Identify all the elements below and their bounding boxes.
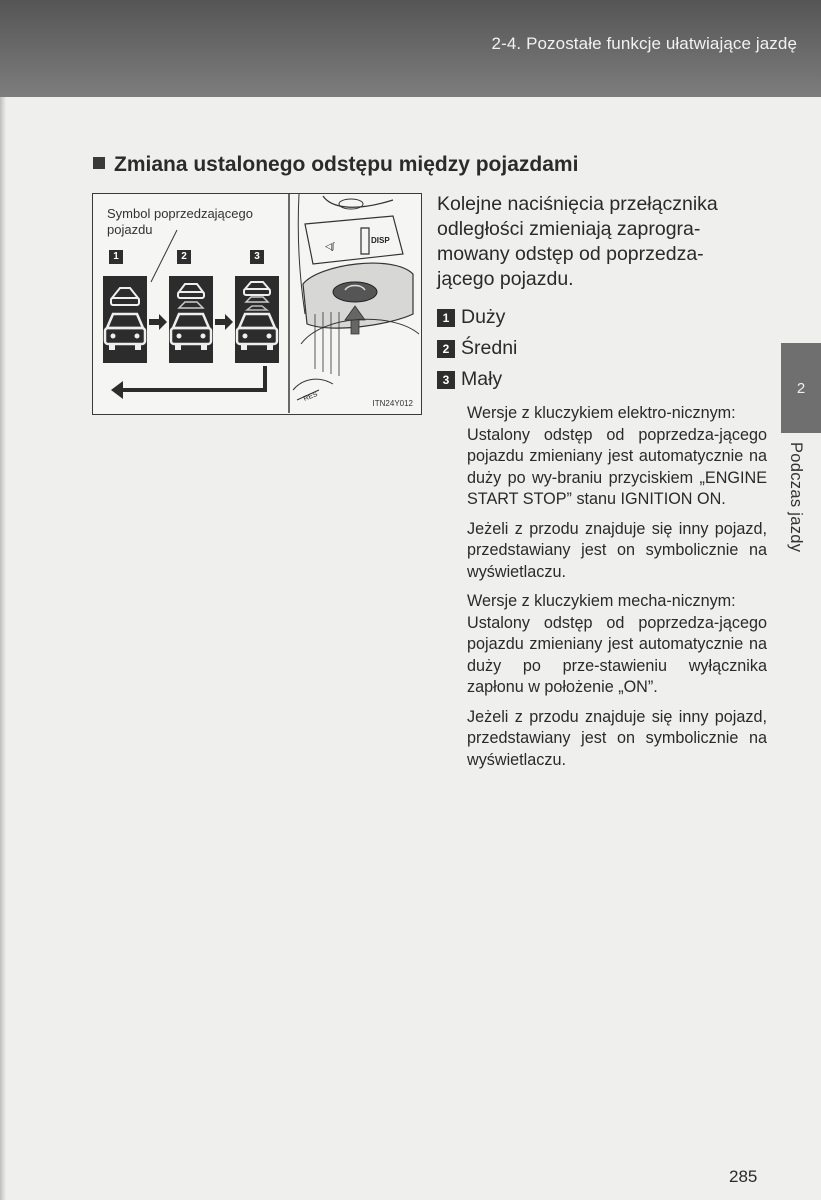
option-large — [437, 306, 505, 329]
intro-line: jącego pojazdu. — [437, 268, 574, 290]
chapter-tab — [781, 343, 821, 433]
note-mechanical-key-text: Ustalony odstęp od poprzedza-jącego pojazdu zmieniany jest automatycznie na duży po prze-stawieniu wyłącznika zapłonu w położenie „ON”. — [467, 613, 767, 696]
option-medium — [437, 337, 517, 360]
option-label: Duży — [461, 306, 506, 328]
intro-line: Kolejne naciśnięcia przełącznika — [437, 193, 718, 215]
note-vehicle-ahead-1: Jeżeli z przodu znajduje się inny pojazd, przedstawiany jest on symbolicznie na wyświetlaczu. — [467, 519, 767, 581]
res-switch-label: RES — [302, 390, 319, 403]
heading-square-icon — [93, 157, 105, 169]
option-small — [437, 368, 502, 391]
figure-illustration — [93, 194, 420, 413]
figure-callout-line-1: Symbol poprzedzającego — [107, 206, 253, 221]
option-number: 1 — [437, 309, 455, 327]
section-heading-text: Zmiana ustalonego odstępu między pojazdami — [114, 153, 579, 176]
chapter-side-label: Podczas jazdy — [787, 442, 805, 553]
intro-paragraph — [437, 192, 767, 292]
figure-number-2: 2 — [177, 250, 191, 264]
distance-switch-figure — [92, 193, 422, 415]
arrow-right-icon — [215, 314, 233, 330]
section-heading — [93, 153, 578, 177]
note-electronic-key-text: Ustalony odstęp od poprzedza-jącego pojazdu zmieniany jest automatycznie na duży po wy-braniu przyciskiem „ENGINE START STOP” stanu IGNITION ON. — [467, 425, 767, 508]
disp-button-label: DISP — [371, 236, 390, 245]
page-number: 285 — [729, 1167, 758, 1186]
option-label: Mały — [461, 368, 503, 390]
page-edge-shadow — [0, 0, 6, 1200]
return-arrow-icon — [121, 366, 265, 390]
chapter-title: 2-4. Pozostałe funkcje ułatwiające jazdę — [491, 34, 797, 53]
figure-code: ITN24Y012 — [372, 399, 413, 408]
note-electronic-key-heading: Wersje z kluczykiem elektro-nicznym: — [467, 404, 736, 422]
figure-callout-line-2: pojazdu — [107, 222, 153, 237]
option-number: 3 — [437, 371, 455, 389]
steering-switch-illustration — [293, 194, 419, 400]
chapter-tab-number: 2 — [796, 380, 806, 397]
note-vehicle-ahead-2: Jeżeli z przodu znajduje się inny pojazd, przedstawiany jest on symbolicznie na wyświetlaczu. — [467, 707, 767, 769]
option-number: 2 — [437, 340, 455, 358]
distance-panel-1 — [103, 276, 147, 363]
figure-number-1: 1 — [109, 250, 123, 264]
figure-number-3: 3 — [250, 250, 264, 264]
svg-text:◁∫: ◁∫ — [325, 241, 335, 251]
notes-block — [467, 403, 767, 779]
distance-panel-3 — [235, 276, 279, 363]
arrow-right-icon — [149, 314, 167, 330]
note-mechanical-key-heading: Wersje z kluczykiem mecha-nicznym: — [467, 592, 736, 610]
intro-line: odległości zmieniają zaprogra- — [437, 218, 701, 240]
intro-line: mowany odstęp od poprzedza- — [437, 243, 704, 265]
header-bar — [0, 0, 821, 97]
distance-panel-2 — [169, 276, 213, 363]
option-label: Średni — [461, 337, 518, 359]
